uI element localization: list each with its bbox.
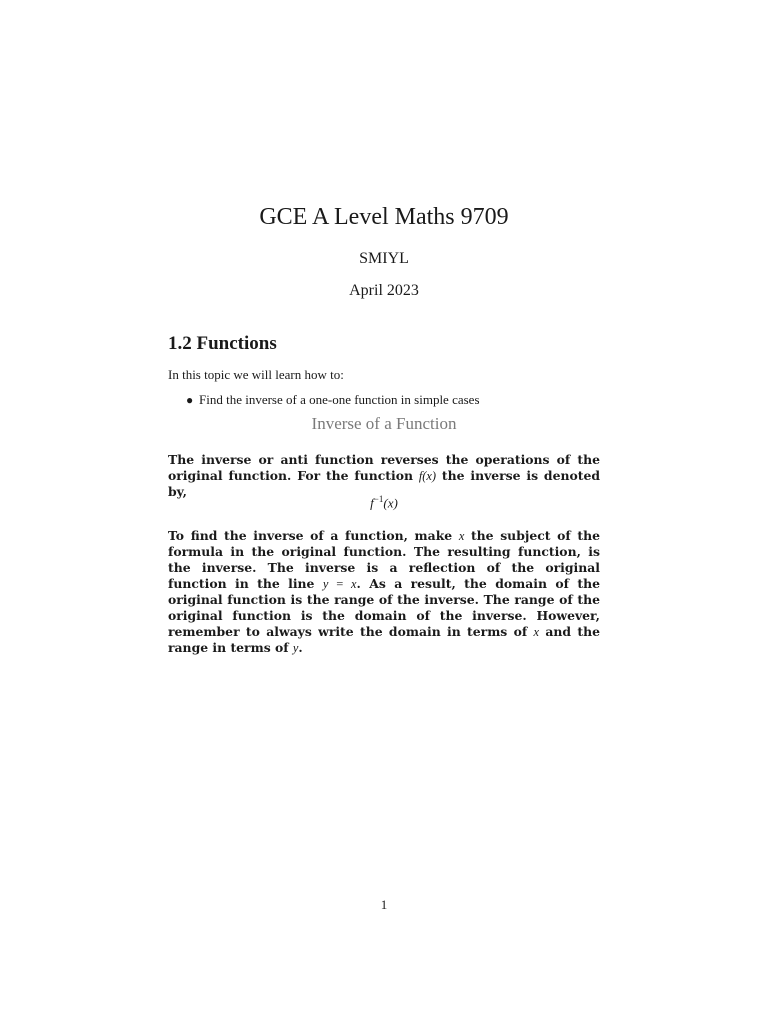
math-y: y (292, 641, 299, 655)
list-item (186, 392, 480, 408)
math-x: x (458, 529, 465, 543)
paragraph-text: the subject of the formula in the original function. The resulting function, is the inverse. The inverse is a reflection of the original function in the line (168, 528, 600, 591)
paragraph-definition (168, 452, 600, 500)
section-heading: 1.2 Functions (168, 333, 277, 354)
paragraph-text: To find the inverse of a function, make (168, 528, 459, 543)
paragraph-text: and the range in terms of (168, 624, 600, 655)
formula-argument: (x) (383, 495, 398, 511)
document-author: SMIYL (359, 250, 409, 267)
math-y-equals-x: y = x (322, 577, 357, 591)
document-date: April 2023 (349, 282, 419, 299)
list-item-text: Find the inverse of a one-one function in simple cases (199, 392, 480, 407)
math-x: x (533, 625, 540, 639)
document-title: GCE A Level Maths 9709 (259, 204, 509, 230)
formula-exponent: −1 (373, 494, 384, 504)
math-fx: f(x) (418, 469, 437, 483)
objectives-list (186, 392, 480, 408)
paragraph-text: . (298, 640, 303, 655)
paragraph-text: the inverse is denoted by, (168, 468, 600, 499)
paragraph-text: . As a result, the domain of the original function is the range of the inverse. The range of the original function is the domain of the inverse. However, remember to always write the domain in terms of (168, 576, 600, 639)
paragraph-text: The inverse or anti function reverses the operations of the original function. For the function (168, 452, 600, 483)
inverse-formula (0, 494, 768, 511)
paragraph-method (168, 528, 600, 656)
page-number: 1 (380, 897, 388, 912)
section-intro: In this topic we will learn how to: (168, 367, 344, 382)
formula-base: f (370, 495, 374, 511)
subsection-heading: Inverse of a Function (311, 414, 457, 433)
bullet-icon: ● (186, 393, 194, 407)
